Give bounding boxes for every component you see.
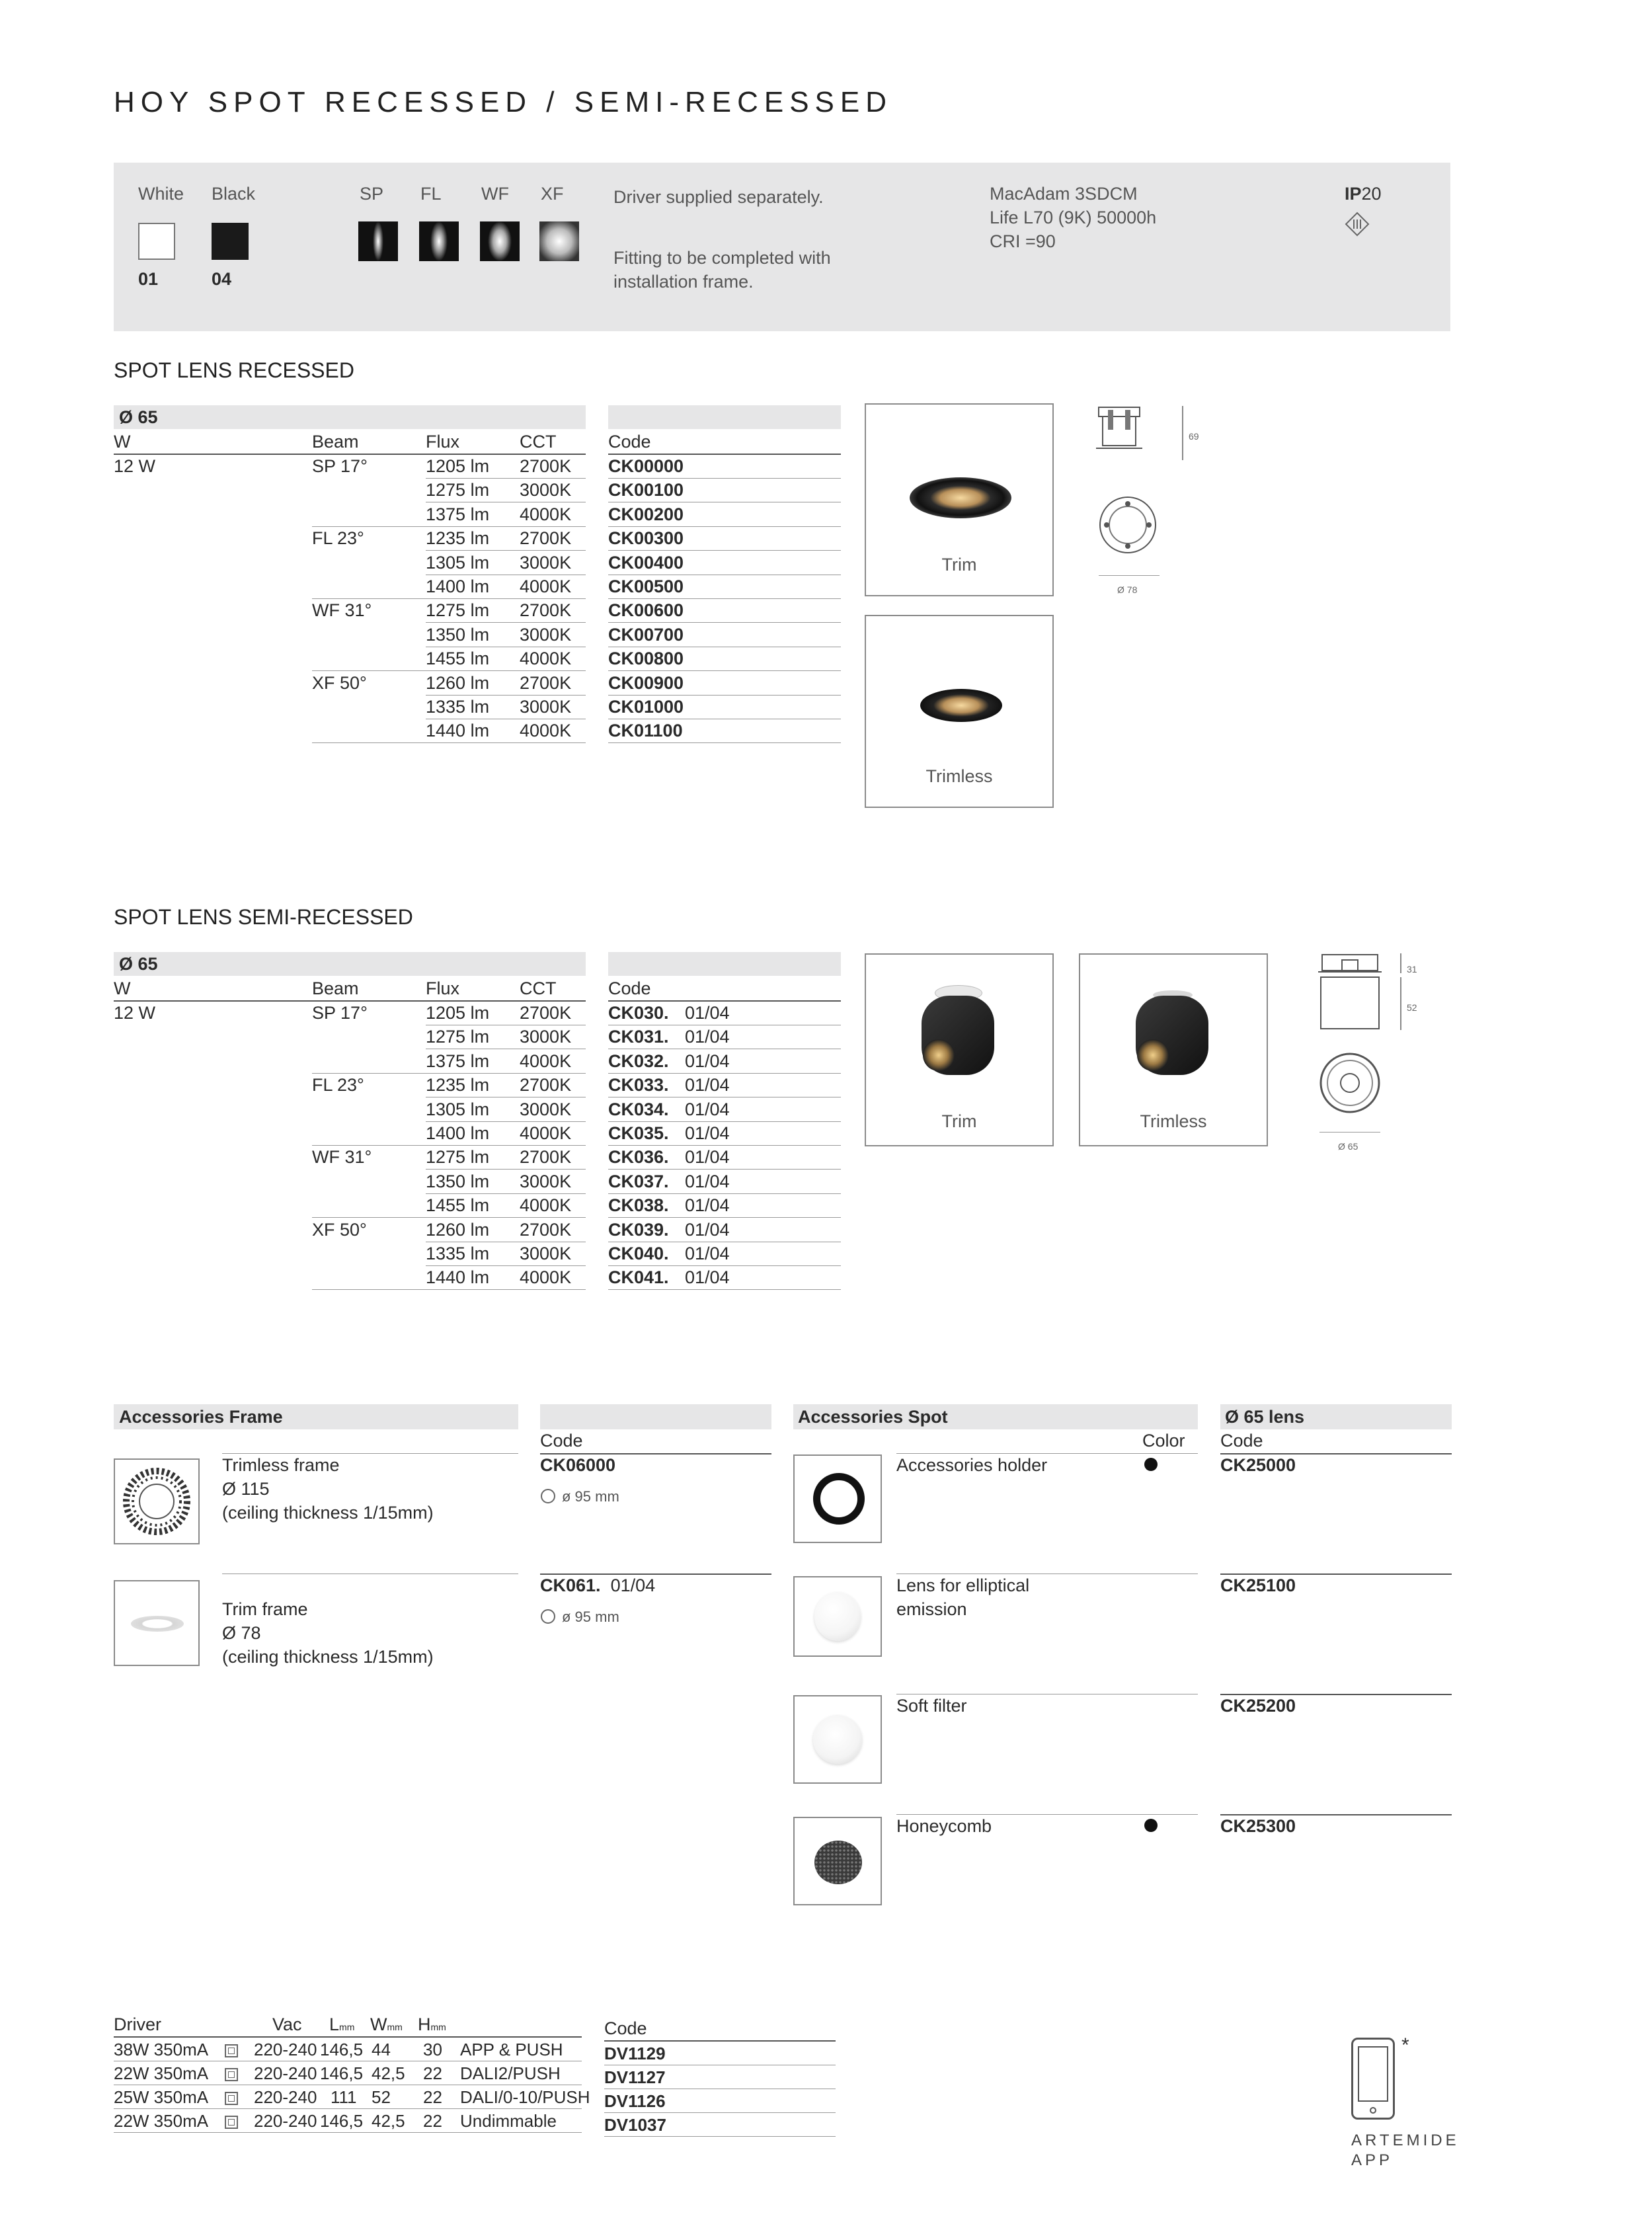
recessed-row-row-rule bbox=[312, 598, 586, 599]
trimless-frame-name: Trimless frame bbox=[222, 1455, 340, 1475]
recessed-row-flux: 1235 lm bbox=[426, 528, 490, 549]
semi-row-cct: 3000K bbox=[520, 1244, 572, 1263]
semi-trim-image bbox=[865, 953, 1054, 1146]
semi-row-code-rule bbox=[608, 1145, 841, 1146]
recessed-row-row-rule bbox=[426, 478, 586, 479]
beam-label-xf: XF bbox=[541, 184, 564, 204]
beam-fl-icon bbox=[419, 221, 459, 261]
class-iii-icon bbox=[1345, 212, 1370, 237]
semi-watt: 12 W bbox=[114, 1003, 156, 1023]
honeycomb-rule bbox=[896, 1814, 1198, 1815]
semi-trim-label: Trim bbox=[941, 1111, 977, 1131]
driver-width: 42,5 bbox=[372, 2063, 405, 2083]
trimless-frame-image bbox=[114, 1458, 200, 1544]
trim-frame-ceiling: (ceiling thickness 1/15mm) bbox=[222, 1647, 434, 1667]
semi-row-code: CK036. bbox=[608, 1147, 669, 1168]
semi-row-flux: 1275 lm bbox=[426, 1147, 490, 1168]
semi-row-cct: 3000K bbox=[520, 1171, 572, 1191]
recessed-row-code: CK01000 bbox=[608, 697, 684, 717]
semi-row-row-rule bbox=[312, 1073, 586, 1074]
holder-code: CK25000 bbox=[1220, 1455, 1296, 1475]
semi-row-cct: 4000K bbox=[520, 1267, 572, 1288]
driver-code: DV1126 bbox=[604, 2091, 666, 2111]
recessed-row-code-rule bbox=[608, 695, 841, 696]
soft-filter-name: Soft filter bbox=[896, 1696, 967, 1716]
semi-row-code: CK033. bbox=[608, 1075, 669, 1095]
driver-length: 146,5 bbox=[320, 2040, 364, 2059]
recessed-row-row-rule bbox=[312, 742, 586, 743]
class-ii-inner bbox=[228, 2095, 235, 2102]
driver-code: DV1037 bbox=[604, 2115, 666, 2135]
semi-row-flux: 1275 lm bbox=[426, 1027, 490, 1047]
recessed-row-flux: 1305 lm bbox=[426, 552, 490, 573]
semi-row-beam: SP 17° bbox=[312, 1003, 368, 1023]
semi-row-code: CK037. bbox=[608, 1171, 669, 1191]
semi-trim-lens bbox=[923, 1039, 955, 1071]
recessed-row-cct: 2700K bbox=[520, 456, 572, 476]
phone-home-button bbox=[1370, 2107, 1376, 2114]
recessed-row-code: CK01100 bbox=[608, 721, 683, 741]
driver-vac: 220-240 bbox=[254, 2040, 317, 2059]
app-asterisk: * bbox=[1401, 2034, 1409, 2056]
recessed-header-rule bbox=[114, 454, 586, 455]
recessed-trimless-image bbox=[865, 615, 1054, 808]
semi-row-row-rule bbox=[312, 1217, 586, 1218]
acc-spot-code-header: Code bbox=[1220, 1431, 1263, 1451]
semi-row-row-rule bbox=[426, 1121, 586, 1122]
recessed-row-cct: 4000K bbox=[520, 721, 572, 741]
trim-frame-name: Trim frame bbox=[222, 1599, 308, 1619]
driver-name: 38W 350mA bbox=[114, 2040, 209, 2059]
semi-row-finish: 01/04 bbox=[685, 1099, 730, 1119]
recessed-watt: 12 W bbox=[114, 456, 156, 476]
semi-row-cct: 2700K bbox=[520, 1147, 572, 1168]
recessed-row-flux: 1455 lm bbox=[426, 649, 490, 669]
semi-row-cct: 4000K bbox=[520, 1195, 572, 1216]
semi-row-code: CK035. bbox=[608, 1123, 669, 1143]
driver-vac: 220-240 bbox=[254, 2111, 317, 2131]
class-ii-icon bbox=[225, 2092, 238, 2105]
semi-row-cct: 2700K bbox=[520, 1219, 572, 1240]
semi-row-row-rule bbox=[426, 1193, 586, 1194]
banner-note-fitting-1: Fitting to be completed with bbox=[613, 248, 831, 268]
driver-width: 44 bbox=[372, 2040, 391, 2059]
semi-trimless-image bbox=[1079, 953, 1268, 1146]
recessed-row-flux: 1400 lm bbox=[426, 577, 490, 596]
semi-row-finish: 01/04 bbox=[685, 1195, 730, 1216]
driver-width: 42,5 bbox=[372, 2111, 405, 2131]
semi-row-code-rule bbox=[608, 1289, 841, 1290]
semi-diameter-dim-line bbox=[1319, 1132, 1380, 1133]
recessed-row-code: CK00400 bbox=[608, 552, 684, 573]
driver-height: 30 bbox=[423, 2040, 442, 2059]
hole-icon bbox=[541, 1489, 555, 1503]
recessed-row-flux: 1440 lm bbox=[426, 721, 490, 741]
recessed-row-flux: 1275 lm bbox=[426, 480, 490, 500]
spec-cri: CRI =90 bbox=[990, 231, 1056, 251]
recessed-row-flux: 1205 lm bbox=[426, 456, 490, 476]
honeycomb-name: Honeycomb bbox=[896, 1816, 992, 1836]
semi-top-drawing bbox=[1318, 1051, 1382, 1115]
recessed-col-cct: CCT bbox=[520, 432, 557, 452]
recessed-row-code: CK00600 bbox=[608, 600, 684, 621]
semi-row-flux: 1455 lm bbox=[426, 1195, 490, 1216]
recessed-row-flux: 1335 lm bbox=[426, 697, 490, 717]
semi-row-row-rule bbox=[312, 1289, 586, 1290]
driver-code: DV1127 bbox=[604, 2067, 666, 2087]
semi-row-code: CK038. bbox=[608, 1195, 669, 1216]
recessed-row-code: CK00900 bbox=[608, 672, 684, 693]
driver-col-code: Code bbox=[604, 2018, 647, 2038]
beam-label-sp: SP bbox=[360, 184, 384, 204]
recessed-row-cct: 2700K bbox=[520, 672, 572, 693]
app-brand: ARTEMIDE bbox=[1351, 2131, 1460, 2149]
semi-row-row-rule bbox=[312, 1145, 586, 1146]
recessed-row-code-rule bbox=[608, 526, 841, 527]
holder-rule bbox=[896, 1453, 1198, 1454]
driver-type: DALI/0-10/PUSH bbox=[460, 2087, 590, 2107]
beam-label-fl: FL bbox=[420, 184, 442, 204]
semi-row-finish: 01/04 bbox=[685, 1219, 730, 1240]
beam-wf-icon bbox=[480, 221, 520, 261]
class-ii-inner bbox=[228, 2071, 235, 2078]
driver-header-rule bbox=[114, 2036, 582, 2038]
elliptical-lens-disc bbox=[814, 1592, 861, 1641]
semi-col-beam: Beam bbox=[312, 978, 359, 998]
semi-row-flux: 1440 lm bbox=[426, 1267, 490, 1288]
recessed-row-code: CK00000 bbox=[608, 456, 684, 476]
semi-row-finish: 01/04 bbox=[685, 1244, 730, 1263]
recessed-table-head bbox=[114, 405, 586, 429]
driver-code-row-rule bbox=[604, 2136, 836, 2137]
recessed-row-cct: 3000K bbox=[520, 552, 572, 573]
semi-row-code-rule bbox=[608, 1073, 841, 1074]
semi-row-finish: 01/04 bbox=[685, 1075, 730, 1095]
recessed-row-row-rule bbox=[312, 670, 586, 671]
semi-row-flux: 1350 lm bbox=[426, 1171, 490, 1191]
driver-code: DV1129 bbox=[604, 2044, 666, 2063]
trim-frame-image bbox=[114, 1580, 200, 1666]
trimless-frame-size: Ø 115 bbox=[222, 1479, 270, 1499]
trim-frame-size: Ø 78 bbox=[222, 1623, 261, 1643]
recessed-row-cct: 3000K bbox=[520, 697, 572, 717]
recessed-row-cct: 4000K bbox=[520, 577, 572, 596]
recessed-top-drawing bbox=[1097, 495, 1158, 555]
recessed-row-cct: 3000K bbox=[520, 480, 572, 500]
semi-row-cct: 4000K bbox=[520, 1051, 572, 1071]
phone-screen bbox=[1358, 2046, 1388, 2102]
recessed-side-drawing bbox=[1096, 405, 1142, 461]
trimless-frame-hole: ø 95 mm bbox=[562, 1488, 619, 1505]
spec-macadam: MacAdam 3SDCM bbox=[990, 184, 1138, 204]
recessed-row-cct: 2700K bbox=[520, 600, 572, 621]
acc-frame-code-head bbox=[540, 1404, 771, 1429]
semi-row-cct: 3000K bbox=[520, 1027, 572, 1047]
color-label-black: Black bbox=[212, 184, 256, 204]
driver-height: 22 bbox=[423, 2111, 442, 2131]
recessed-row-flux: 1350 lm bbox=[426, 624, 490, 645]
semi-row-flux: 1400 lm bbox=[426, 1123, 490, 1143]
semi-row-flux: 1335 lm bbox=[426, 1244, 490, 1263]
semi-row-code: CK041. bbox=[608, 1267, 669, 1288]
semi-row-finish: 01/04 bbox=[685, 1027, 730, 1047]
recessed-diameter: Ø 65 bbox=[119, 407, 158, 427]
class-ii-inner bbox=[228, 2048, 235, 2054]
recessed-trim-image bbox=[865, 403, 1054, 596]
driver-length: 146,5 bbox=[320, 2111, 364, 2131]
recessed-trim-label: Trim bbox=[941, 555, 977, 575]
banner-note-fitting-2: installation frame. bbox=[613, 272, 754, 292]
semi-row-flux: 1375 lm bbox=[426, 1051, 490, 1071]
semi-side-drawing bbox=[1318, 952, 1382, 1033]
semi-row-code-rule bbox=[608, 1217, 841, 1218]
driver-length: 111 bbox=[331, 2087, 357, 2107]
driver-col-w: Wmm bbox=[370, 2014, 403, 2034]
semi-row-beam: XF 50° bbox=[312, 1219, 367, 1240]
hole-icon bbox=[541, 1609, 555, 1624]
semi-row-finish: 01/04 bbox=[685, 1051, 730, 1071]
recessed-row-cct: 2700K bbox=[520, 528, 572, 549]
recessed-col-flux: Flux bbox=[426, 432, 460, 452]
recessed-row-beam: FL 23° bbox=[312, 528, 364, 549]
holder-ring bbox=[813, 1473, 865, 1525]
semi-diameter: Ø 65 bbox=[119, 954, 158, 974]
trim-frame-ring bbox=[131, 1616, 184, 1632]
semi-row-code-rule bbox=[608, 1265, 841, 1266]
white-swatch bbox=[138, 223, 175, 260]
driver-height: 22 bbox=[423, 2063, 442, 2083]
app-label: APP bbox=[1351, 2151, 1394, 2169]
acc-frame-heading: Accessories Frame bbox=[119, 1407, 283, 1427]
driver-col-driver: Driver bbox=[114, 2014, 161, 2034]
recessed-trimless-label: Trimless bbox=[925, 766, 993, 786]
semi-row-flux: 1235 lm bbox=[426, 1075, 490, 1095]
accessories-holder-image bbox=[793, 1454, 882, 1543]
semi-row-finish: 01/04 bbox=[685, 1147, 730, 1168]
driver-code-row-rule bbox=[604, 2112, 836, 2113]
recessed-row-code: CK00200 bbox=[608, 504, 684, 524]
semi-trimless-label: Trimless bbox=[1140, 1111, 1207, 1131]
semi-body-dim: 52 bbox=[1407, 1002, 1417, 1013]
trimless-downlight bbox=[920, 689, 1002, 722]
semi-row-code: CK039. bbox=[608, 1219, 669, 1240]
recessed-row-code-rule bbox=[608, 550, 841, 551]
driver-name: 22W 350mA bbox=[114, 2063, 209, 2083]
recessed-row-code-rule bbox=[608, 622, 841, 623]
semi-row-flux: 1260 lm bbox=[426, 1219, 490, 1240]
trimless-frame-rule bbox=[222, 1453, 518, 1454]
honeycomb-image bbox=[793, 1817, 882, 1905]
recessed-col-w: W bbox=[114, 432, 131, 452]
semi-top-dim-line bbox=[1400, 953, 1401, 973]
semi-row-finish: 01/04 bbox=[685, 1123, 730, 1143]
recessed-row-cct: 3000K bbox=[520, 624, 572, 645]
section-heading-semi: SPOT LENS SEMI-RECESSED bbox=[114, 905, 413, 929]
recessed-row-flux: 1275 lm bbox=[426, 600, 490, 621]
page-title: HOY SPOT RECESSED / SEMI-RECESSED bbox=[114, 86, 893, 118]
semi-row-cct: 3000K bbox=[520, 1099, 572, 1119]
semi-row-finish: 01/04 bbox=[685, 1003, 730, 1023]
semi-row-finish: 01/04 bbox=[685, 1267, 730, 1288]
semi-row-row-rule bbox=[426, 1169, 586, 1170]
driver-height: 22 bbox=[423, 2087, 442, 2107]
trimless-frame-code: CK06000 bbox=[540, 1455, 616, 1475]
semi-row-code-rule bbox=[608, 1193, 841, 1194]
beam-xf-icon bbox=[539, 221, 579, 261]
beam-sp-icon bbox=[358, 221, 398, 261]
recessed-row-code: CK00300 bbox=[608, 528, 684, 549]
semi-col-flux: Flux bbox=[426, 978, 460, 998]
class-ii-icon bbox=[225, 2116, 238, 2129]
driver-code-header-rule bbox=[604, 2040, 836, 2042]
semi-code-head bbox=[608, 952, 841, 976]
semi-row-cct: 2700K bbox=[520, 1003, 572, 1023]
honeycomb-code: CK25300 bbox=[1220, 1816, 1296, 1836]
semi-row-code-rule bbox=[608, 1121, 841, 1122]
semi-body-dim-line bbox=[1400, 977, 1401, 1030]
recessed-code-rule bbox=[608, 454, 841, 455]
driver-type: APP & PUSH bbox=[460, 2040, 563, 2059]
recessed-row-flux: 1375 lm bbox=[426, 504, 490, 524]
semi-row-code: CK040. bbox=[608, 1244, 669, 1263]
driver-col-l: Lmm bbox=[329, 2014, 355, 2034]
semi-row-cct: 4000K bbox=[520, 1123, 572, 1143]
class-ii-icon bbox=[225, 2044, 238, 2057]
semi-col-cct: CCT bbox=[520, 978, 557, 998]
banner-note-driver: Driver supplied separately. bbox=[613, 187, 824, 207]
recessed-row-cct: 4000K bbox=[520, 504, 572, 524]
driver-type: DALI2/PUSH bbox=[460, 2063, 561, 2083]
driver-length: 146,5 bbox=[320, 2063, 364, 2083]
semi-row-code: CK031. bbox=[608, 1027, 669, 1047]
recessed-row-row-rule bbox=[426, 550, 586, 551]
trim-frame-hole: ø 95 mm bbox=[562, 1609, 619, 1625]
semi-row-code: CK030. bbox=[608, 1003, 669, 1023]
semi-trimless-lens bbox=[1137, 1039, 1169, 1071]
class-ii-inner bbox=[228, 2119, 235, 2126]
semi-row-flux: 1305 lm bbox=[426, 1099, 490, 1119]
semi-code-rule bbox=[608, 1000, 841, 1002]
driver-row-rule bbox=[114, 2132, 582, 2133]
recessed-code-head bbox=[608, 405, 841, 429]
semi-row-finish: 01/04 bbox=[685, 1171, 730, 1191]
section-heading-recessed: SPOT LENS RECESSED bbox=[114, 358, 354, 382]
recessed-row-cct: 4000K bbox=[520, 649, 572, 669]
semi-row-cct: 2700K bbox=[520, 1075, 572, 1095]
recessed-row-code-rule bbox=[608, 598, 841, 599]
semi-diameter-dim: Ø 65 bbox=[1338, 1141, 1358, 1152]
ip-rating: IP20 bbox=[1345, 184, 1382, 204]
driver-width: 52 bbox=[372, 2087, 391, 2107]
acc-spot-color-header: Color bbox=[1142, 1431, 1185, 1451]
recessed-row-code: CK00800 bbox=[608, 649, 684, 669]
recessed-row-code: CK00700 bbox=[608, 624, 684, 645]
recessed-row-row-rule bbox=[312, 526, 586, 527]
trimless-frame-ceiling: (ceiling thickness 1/15mm) bbox=[222, 1503, 434, 1523]
recessed-row-code-rule bbox=[608, 670, 841, 671]
honeycomb-black-dot bbox=[1144, 1819, 1158, 1832]
acc-spot-heading: Accessories Spot bbox=[798, 1407, 948, 1427]
recessed-row-code: CK00100 bbox=[608, 480, 684, 500]
recessed-height-dim: 69 bbox=[1189, 431, 1199, 442]
beam-label-wf: WF bbox=[481, 184, 509, 204]
spec-life: Life L70 (9K) 50000h bbox=[990, 208, 1157, 227]
soft-filter-image bbox=[793, 1695, 882, 1784]
driver-row-rule bbox=[114, 2108, 582, 2109]
holder-black-dot bbox=[1144, 1458, 1158, 1471]
semi-row-beam: FL 23° bbox=[312, 1075, 364, 1095]
soft-filter-disc bbox=[813, 1715, 862, 1764]
recessed-col-beam: Beam bbox=[312, 432, 359, 452]
elliptical-lens-image bbox=[793, 1576, 882, 1657]
trim-frame-rule bbox=[222, 1573, 518, 1574]
phone-icon bbox=[1351, 2038, 1395, 2120]
driver-name: 25W 350mA bbox=[114, 2087, 209, 2107]
semi-col-w: W bbox=[114, 978, 131, 998]
driver-vac: 220-240 bbox=[254, 2087, 317, 2107]
driver-col-vac: Vac bbox=[272, 2014, 302, 2034]
recessed-row-beam: SP 17° bbox=[312, 456, 368, 476]
recessed-row-code: CK00500 bbox=[608, 577, 684, 596]
recessed-row-flux: 1260 lm bbox=[426, 672, 490, 693]
elliptical-lens-name-1: Lens for elliptical bbox=[896, 1575, 1030, 1595]
recessed-row-row-rule bbox=[426, 622, 586, 623]
color-code-white: 01 bbox=[138, 269, 159, 289]
driver-type: Undimmable bbox=[460, 2111, 557, 2131]
recessed-row-beam: XF 50° bbox=[312, 672, 367, 693]
semi-table-head bbox=[114, 952, 586, 976]
semi-top-dim: 31 bbox=[1407, 964, 1417, 975]
recessed-row-row-rule bbox=[426, 695, 586, 696]
semi-row-code: CK034. bbox=[608, 1099, 669, 1119]
recessed-col-code: Code bbox=[608, 432, 651, 452]
recessed-row-code-rule bbox=[608, 742, 841, 743]
driver-vac: 220-240 bbox=[254, 2063, 317, 2083]
acc-frame-code-header: Code bbox=[540, 1431, 583, 1451]
elliptical-lens-name-2: emission bbox=[896, 1599, 967, 1619]
color-code-black: 04 bbox=[212, 269, 232, 289]
recessed-row-beam: WF 31° bbox=[312, 600, 372, 621]
trim-downlight bbox=[910, 477, 1011, 518]
recessed-row-code-rule bbox=[608, 478, 841, 479]
class-ii-icon bbox=[225, 2068, 238, 2081]
trim-frame-code-line: CK061. 01/04 bbox=[540, 1575, 656, 1595]
color-label-white: White bbox=[138, 184, 184, 204]
elliptical-lens-rule bbox=[896, 1573, 1198, 1574]
trimless-frame-icon bbox=[123, 1468, 190, 1535]
recessed-diameter-dim-line bbox=[1099, 575, 1160, 576]
driver-name: 22W 350mA bbox=[114, 2111, 209, 2131]
elliptical-lens-code: CK25100 bbox=[1220, 1575, 1296, 1595]
semi-row-row-rule bbox=[426, 1265, 586, 1266]
semi-row-beam: WF 31° bbox=[312, 1147, 372, 1168]
semi-col-code: Code bbox=[608, 978, 651, 998]
semi-header-rule bbox=[114, 1000, 586, 1002]
recessed-diameter-dim: Ø 78 bbox=[1117, 584, 1138, 595]
acc-lens-heading: Ø 65 lens bbox=[1225, 1407, 1305, 1427]
semi-row-code: CK032. bbox=[608, 1051, 669, 1071]
soft-filter-code: CK25200 bbox=[1220, 1696, 1296, 1716]
honeycomb-disc bbox=[814, 1841, 862, 1884]
driver-col-h: Hmm bbox=[418, 2014, 446, 2034]
black-swatch bbox=[212, 223, 249, 260]
semi-row-flux: 1205 lm bbox=[426, 1003, 490, 1023]
holder-name: Accessories holder bbox=[896, 1455, 1048, 1475]
semi-row-code-rule bbox=[608, 1169, 841, 1170]
recessed-height-dim-line bbox=[1182, 406, 1183, 460]
